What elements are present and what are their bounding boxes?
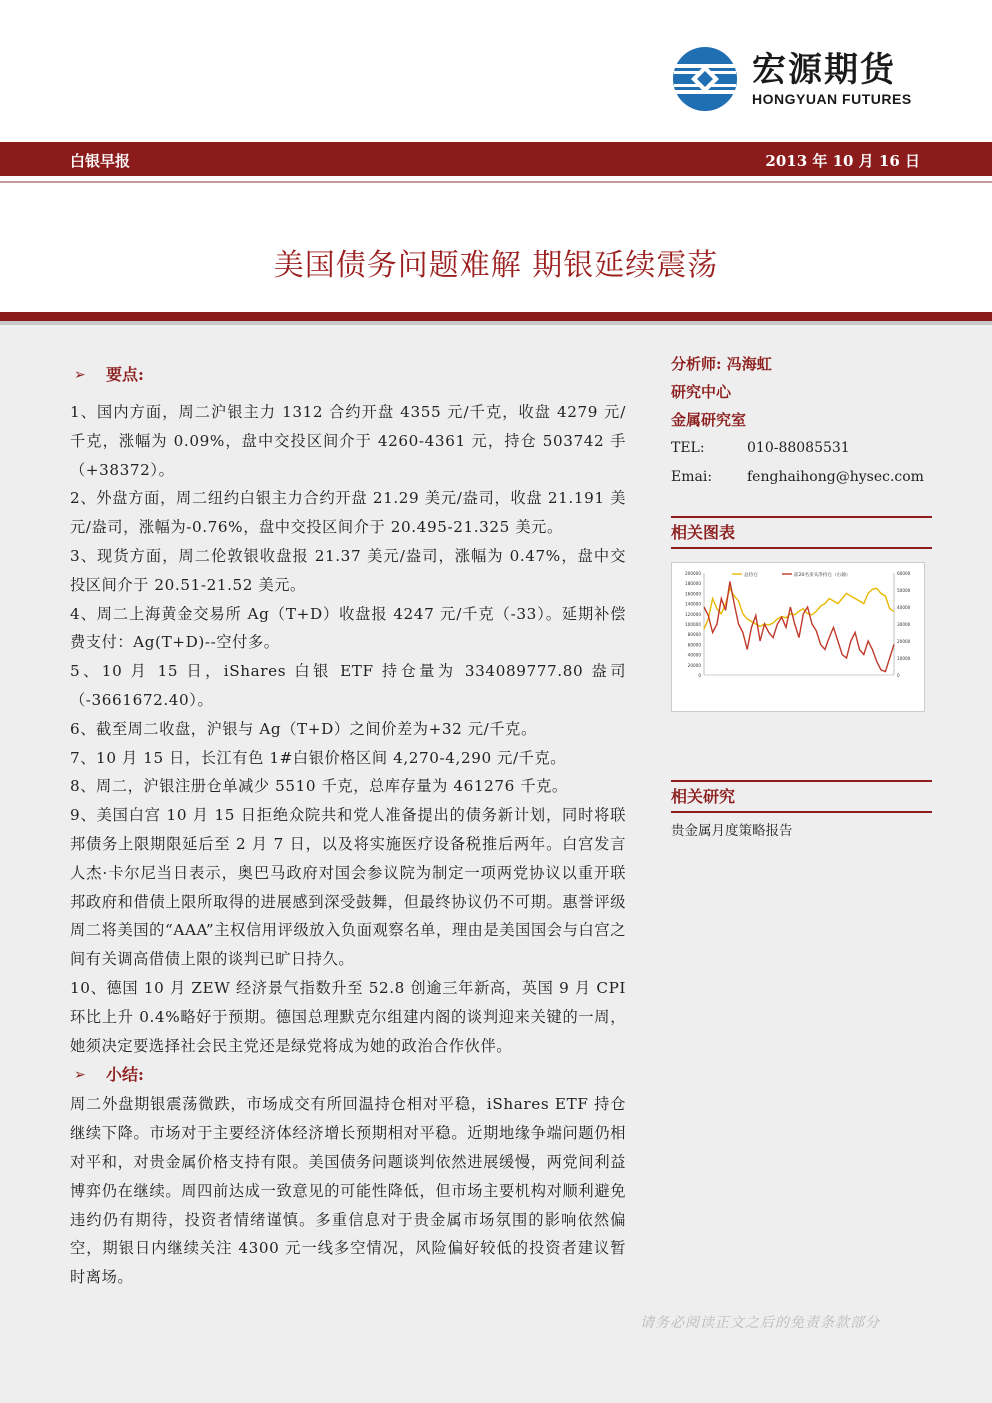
left-tick-label: 180000 [685, 581, 701, 587]
email-label: Emai: [671, 469, 713, 485]
right-tick-label: 30000 [897, 622, 911, 627]
arrow-bullet-icon: ➢ [74, 366, 86, 383]
company-logo [672, 46, 912, 112]
right-tick-label: 10000 [897, 656, 911, 661]
title-divider [0, 312, 992, 321]
report-date: 2013 年 10 月 16 日 [765, 152, 920, 170]
left-tick-label: 80000 [687, 632, 701, 638]
research-section [671, 784, 932, 813]
key-points-label: 要点: [106, 364, 144, 384]
header [0, 0, 992, 142]
right-tick-label: 20000 [897, 639, 911, 644]
left-tick-label: 40000 [687, 652, 701, 658]
point-item: 3、现货方面，周二伦敦银收盘报 21.37 美元/盎司，涨幅为 0.47%，盘中交投区间介于 20.51-21.52 美元。 [70, 546, 626, 594]
holdings-chart-svg [672, 563, 924, 711]
disclaimer-note: 请务必阅读正文之后的免责条款部分 [640, 1315, 880, 1331]
series-line-1 [704, 582, 894, 672]
chart-heading: 相关图表 [671, 523, 736, 542]
logo-english-name: HONGYUAN FUTURES [752, 91, 912, 107]
analyst-name: 分析师: 冯海虹 [671, 355, 772, 373]
right-tick-label: 60000 [897, 571, 911, 576]
summary-heading [70, 1060, 626, 1090]
point-item: 5、10 月 15 日，iShares 白银 ETF 持仓量为 334089777.80 盎司（-3661672.40）。 [70, 662, 626, 709]
research-office: 金属研究室 [671, 411, 747, 429]
point-item: 6、截至周二收盘，沪银与 Ag（T+D）之间价差为+32 元/千克。 [70, 719, 537, 738]
right-tick-label: 50000 [897, 588, 911, 593]
left-tick-label: 120000 [685, 611, 701, 617]
research-center: 研究中心 [671, 383, 732, 401]
point-item: 4、周二上海黄金交易所 Ag（T+D）收盘报 4247 元/千克（-33）。延期补偿费支付：Ag(T+D)--空付多。 [70, 604, 626, 652]
left-tick-label: 60000 [687, 642, 701, 648]
left-tick-label: 160000 [685, 591, 701, 597]
research-section-top-line [671, 780, 932, 782]
point-item: 1、国内方面，周二沪银主力 1312 合约开盘 4355 元/千克，收盘 4279 元/千克，涨幅为 0.09%，盘中交投区间介于 4260-4361 元，持仓 503742 手（+38372）。 [70, 403, 626, 479]
logo-chinese-name: 宏源期货 [752, 50, 896, 90]
left-tick-label: 0 [698, 673, 701, 678]
sidebar [671, 350, 932, 549]
arrow-bullet-icon: ➢ [74, 1066, 86, 1083]
divider [0, 181, 992, 183]
summary-text: 周二外盘期银震荡微跌，市场成交有所回温持仓相对平稳，iShares ETF 持仓继续下降。市场对于主要经济体经济增长预期相对平稳。近期地缘争端问题仍相对平和，对贵金属价格支持有限。美国债务问题谈判依然进展缓慢，两党间利益博弈仍在继续。周四前达成一致意见的可能性降低，但市场主要机构对顺利避免违约仍有期待，投资者情绪谨慎。多重信息对于贵金属市场氛围的影响依然偏空，期银日内继续关注 4300 元一线多空情况，风险偏好较低的投资者建议暂时离场。 [70, 1095, 626, 1287]
summary-label: 小结: [106, 1064, 144, 1084]
chart-section [671, 520, 932, 549]
point-item: 2、外盘方面，周二纽约白银主力合约开盘 21.29 美元/盎司，收盘 21.191 美元/盎司，涨幅为-0.76%，盘中交投区间介于 20.495-21.325 美元。 [70, 489, 626, 537]
chart-section-top-line [671, 516, 932, 518]
research-heading: 相关研究 [671, 787, 736, 806]
tel-value: 010-88085531 [747, 440, 850, 456]
point-item: 7、10 月 15 日，长江有色 1#白银价格区间 4,270-4,290 元/千克。 [70, 748, 567, 767]
point-item: 10、德国 10 月 ZEW 经济景气指数升至 52.8 创逾三年新高，英国 9 月 CPI 环比上升 0.4%略好于预期。德国总理默克尔组建内阁的谈判迎来关键的一周，她须决定要选择社会民主党还是绿党将成为她的政治合作伙伴。 [70, 978, 626, 1055]
logo-mark-icon [672, 46, 738, 112]
left-tick-label: 140000 [685, 601, 701, 607]
right-tick-label: 0 [897, 673, 900, 678]
tel-label: TEL: [671, 440, 705, 456]
report-header-bar [0, 142, 992, 176]
holdings-chart [671, 562, 925, 712]
legend-label: 前20名多头净持仓（右轴） [794, 573, 851, 578]
point-item: 9、美国白宫 10 月 15 日拒绝众院共和党人准备提出的债务新计划，同时将联邦债务上限期限延后至 2 月 7 日，以及将实施医疗设备税推后两年。白宫发言人杰·卡尔尼当日表示，奥巴马政府对国会参议院为制定一项两党协议以重开联邦政府和借债上限所取得的进展感到深受鼓舞，但最终协议仍不可期。惠誉评级周二将美国的“AAA”主权信用评级放入负面观察名单，理由是美国国会与白宫之间有关调高借债上限的谈判已旷日持久。 [70, 806, 626, 969]
left-tick-label: 20000 [687, 662, 701, 668]
point-item: 8、周二，沪银注册仓单减少 5510 千克，总库存量为 461276 千克。 [70, 777, 568, 796]
main-content [70, 360, 626, 1292]
report-title: 美国债务问题难解 期银延续震荡 [273, 248, 719, 283]
email-row [671, 463, 932, 492]
left-tick-label: 200000 [685, 571, 701, 576]
right-tick-label: 40000 [897, 605, 911, 610]
report-type: 白银早报 [70, 152, 131, 170]
key-points-heading [70, 360, 626, 390]
related-research [671, 780, 932, 839]
email-value[interactable]: fenghaihong@hysec.com [747, 469, 924, 485]
left-tick-label: 100000 [685, 622, 701, 627]
legend-label: 总持仓 [744, 573, 758, 578]
research-link[interactable]: 贵金属月度策略报告 [671, 823, 793, 839]
tel-row [671, 434, 932, 463]
